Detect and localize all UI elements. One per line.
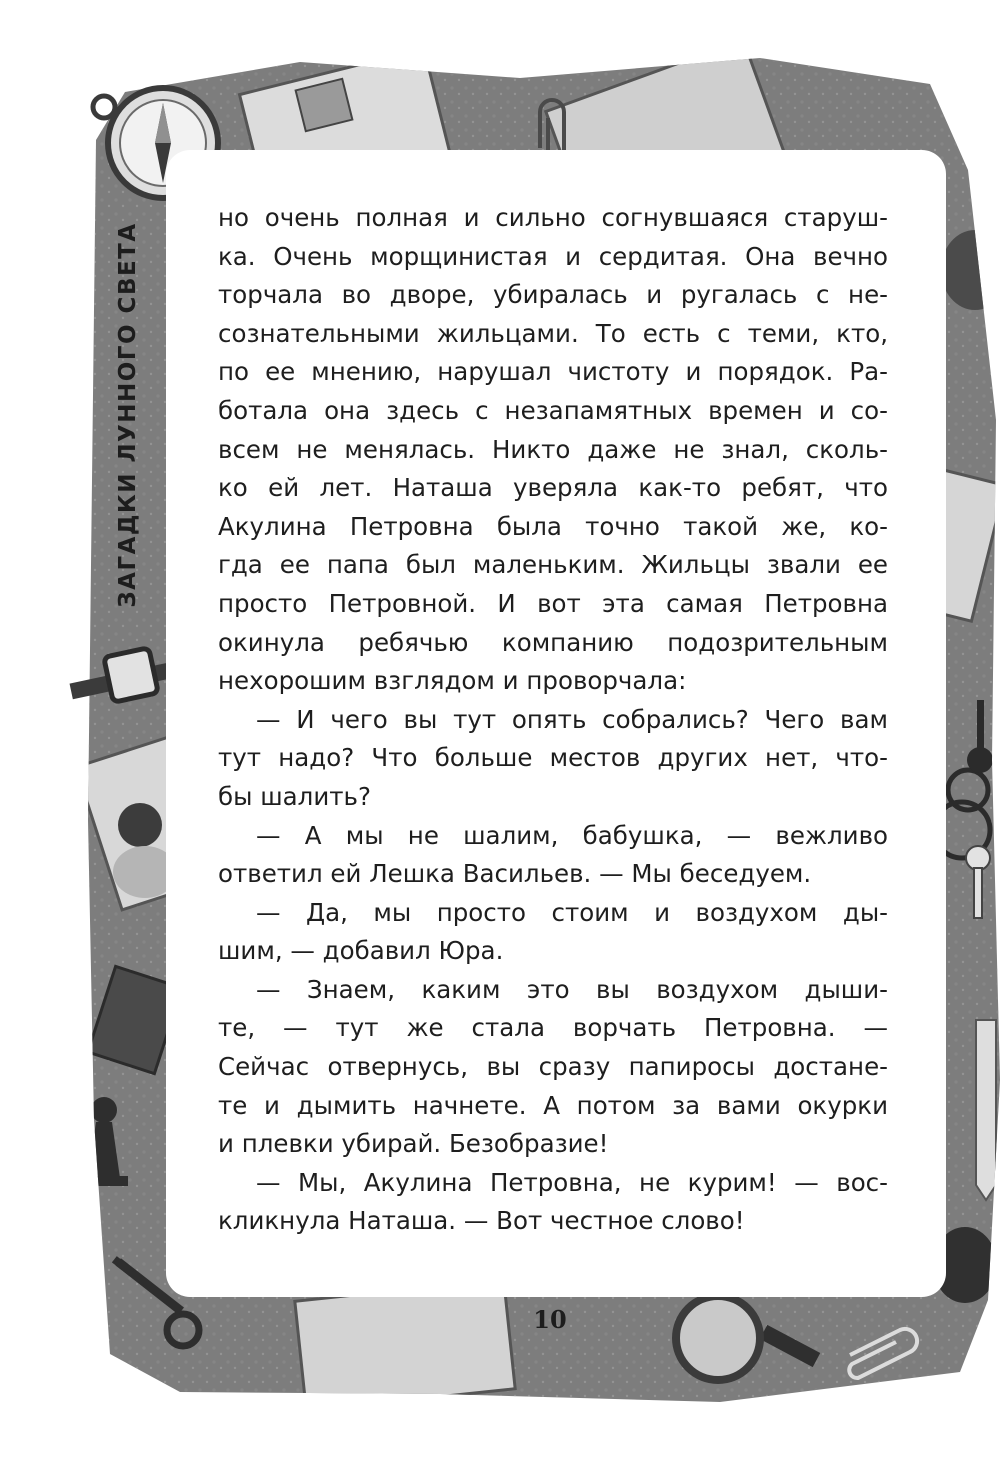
text-line: но очень полная и сильно согнувшаяся старуш-: [218, 203, 888, 232]
text-line: ответил ей Лешка Васильев. — Мы беседуем.: [218, 859, 812, 889]
text-line: по ее мнению, нарушал чистоту и порядок. Ра-: [218, 357, 888, 387]
text-line: гда ее папа был маленьким. Жильцы звали ее: [218, 550, 888, 580]
text-line: нехорошим взглядом и проворчала:: [218, 666, 687, 696]
text-line: просто Петровной. И вот эта самая Петровна: [218, 588, 888, 618]
text-line: Сейчас отвернусь, вы сразу папиросы достане-: [218, 1052, 888, 1082]
text-line: ботала она здесь с незапамятных времен и со-: [218, 395, 888, 425]
text-line: сознательными жильцами. То есть с теми, кто,: [218, 318, 888, 348]
text-line: — А мы не шалим, бабушка, — вежливо: [256, 820, 888, 850]
text-line: — И чего вы тут опять собрались? Чего вам: [256, 704, 888, 734]
text-line: бы шалить?: [218, 781, 371, 811]
text-line: — Да, мы просто стоим и воздухом ды-: [256, 897, 888, 927]
page-number: 10: [533, 1305, 567, 1334]
text-line: тут надо? Что больше местов других нет, что-: [218, 743, 888, 773]
text-line: те, — тут же стала ворчать Петровна. —: [218, 1013, 888, 1043]
text-line: окинула ребячью компанию подозрительным: [218, 627, 888, 657]
text-line: торчала во дворе, убиралась и ругалась с не-: [218, 280, 888, 310]
text-line: — Знаем, каким это вы воздухом дыши-: [256, 974, 888, 1004]
series-title-text: ЗАГАДКИ ЛУННОГО СВЕТА: [115, 222, 141, 608]
text-line: и плевки убирай. Безобразие!: [218, 1129, 609, 1159]
text-line: ка. Очень морщинистая и сердитая. Она вечно: [218, 241, 888, 271]
paper-bottom-illustration: [295, 1279, 515, 1410]
pencil-illustration: [976, 1020, 996, 1200]
text-line: те и дымить начнете. А потом за вами окурки: [218, 1090, 888, 1120]
text-line: — Мы, Акулина Петровна, не курим! — вос-: [256, 1167, 888, 1197]
text-line: ко ей лет. Наташа уверяла как-то ребят, что: [218, 473, 888, 503]
text-line: всем не менялась. Никто даже не знал, сколь-: [218, 434, 888, 464]
text-line: шим, — добавил Юра.: [218, 936, 504, 966]
body-text: [218, 199, 888, 1241]
text-line: Акулина Петровна была точно такой же, ко-: [218, 511, 888, 541]
text-line: кликнула Наташа. — Вот честное слово!: [218, 1206, 745, 1236]
